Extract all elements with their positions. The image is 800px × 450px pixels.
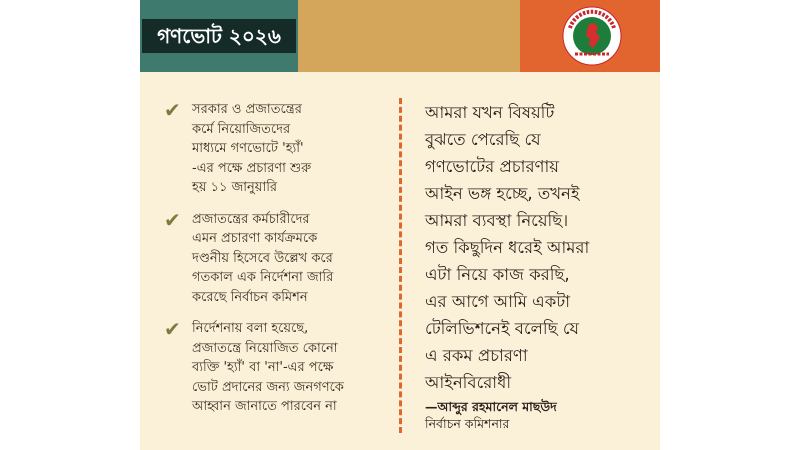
bullet-line: ব্যক্তি 'হ্যাঁ' বা 'না'-এর পক্ষে (192, 360, 334, 375)
quote-author: —আব্দুর রহমানেল মাছউদ (425, 399, 557, 414)
bullet-line: সরকার ও প্রজাতন্ত্রের (192, 102, 302, 117)
quote-line: এ রকম প্রচারণা (425, 346, 528, 365)
header-bar (140, 0, 660, 72)
bullet-line: মাধ্যমে গণভোটে 'হ্যাঁ' (192, 141, 304, 156)
quote-line: এটা নিয়ে কাজ করছি, (425, 265, 570, 284)
quote-line: টেলিভিশনেই বলেছি যে (425, 319, 580, 338)
quote-block (425, 99, 657, 396)
bullet-line: এমন প্রচারণা কার্যক্রমকে (192, 231, 318, 246)
bullet-line: দণ্ডনীয় হিসেবে উল্লেখ করে (192, 250, 333, 266)
bullet-list (162, 100, 387, 429)
bullet-line: গতকাল এক নির্দেশনা জারি (192, 270, 334, 285)
quote-line: আমরা যখন বিষয়টি (425, 103, 555, 122)
infographic-card (140, 0, 660, 450)
quote-author-role: নির্বাচন কমিশনার (425, 416, 510, 431)
bullet-line: প্রজাতন্ত্রের কর্মচারীদের (192, 211, 310, 227)
quote-line: আইনবিরোধী (425, 373, 512, 392)
quote-line: এর আগে আমি একটা (425, 292, 571, 311)
list-item (162, 319, 387, 417)
header-tan-block (298, 0, 520, 72)
dashed-divider (399, 98, 402, 433)
bullet-line: কর্মে নিয়োজিতদের (192, 121, 291, 137)
quote-line: আমরা ব্যবস্থা নিয়েছি। (425, 211, 569, 230)
checkmark-icon: ✔ (164, 317, 181, 341)
checkmark-icon: ✔ (164, 207, 181, 232)
government-emblem-icon (562, 6, 622, 66)
bullet-line: প্রজাতন্ত্রে নিয়োজিত কোনো (192, 340, 338, 356)
page-title: গণভোট ২০২৬ (142, 19, 296, 53)
list-item (162, 207, 387, 308)
bullet-line: করেছে নির্বাচন কমিশন (192, 289, 308, 305)
checkmark-icon: ✔ (164, 98, 181, 122)
bullet-line: আহ্বান জানাতে পারবেন না (192, 399, 337, 414)
bullet-line: হয় ১১ জানুয়ারি (192, 180, 278, 195)
bullet-line: -এর পক্ষে প্রচারণা শুরু (192, 160, 312, 176)
bullet-line: ভোট প্রদানের জন্য জনগণকে (192, 379, 344, 395)
list-item (162, 100, 387, 198)
quote-line: গত কিছুদিন ধরেই আমরা (425, 238, 590, 257)
quote-line: গণভোটের প্রচারণায় (425, 157, 560, 176)
quote-line: আইন ভঙ্গ হচ্ছে, তখনই (425, 184, 580, 203)
bullet-line: নির্দেশনায় বলা হয়েছে, (192, 321, 309, 336)
quote-line: বুঝতে পেরেছি যে (425, 130, 541, 149)
